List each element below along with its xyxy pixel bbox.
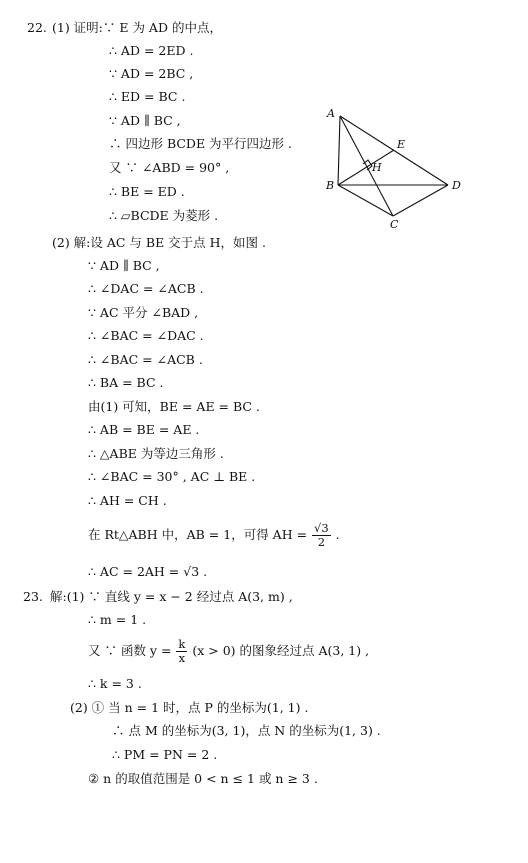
- q22-part1-line: ∴ BE = ED .: [109, 184, 185, 199]
- q23-function-line: [88, 636, 369, 666]
- rt-prefix: 在 Rt△ABH 中，AB = 1，可得 AH =: [88, 527, 308, 542]
- q22-part2-line: ∴ △ABE 为等边三角形 .: [88, 446, 224, 461]
- q22-part1-line: ∴ 四边形 BCDE 为平行四边形 .: [109, 136, 292, 151]
- q22-part1-line: ∵ AD ∥ BC ,: [109, 113, 181, 128]
- q22-part2-line: ∴ ∠BAC = ∠DAC .: [88, 328, 204, 343]
- label-b: B: [326, 179, 335, 192]
- fraction-ah: [312, 522, 331, 549]
- fraction-k-over-x: [176, 638, 187, 665]
- rt-suffix: .: [335, 527, 340, 542]
- q23-part2-line: ② n 的取值范围是 0 < n ≤ 1 或 n ≥ 3 .: [88, 771, 318, 786]
- q22-part2-line: (2) 解:设 AC 与 BE 交于点 H，如图 .: [52, 235, 267, 250]
- q22-part2-line: ∴ BA = BC .: [88, 375, 164, 390]
- q22-part2-line: ∴ ∠BAC = ∠ACB .: [88, 352, 203, 367]
- label-d: D: [452, 179, 461, 192]
- q23-part2-line: ∴ 点 M 的坐标为(3, 1)，点 N 的坐标为(1, 3) .: [112, 723, 381, 738]
- q22-part1-line: ∴ AD = 2ED .: [109, 43, 194, 58]
- q22-number: 22.: [27, 20, 47, 35]
- q23-line: 解:(1) ∵ 直线 y = x − 2 经过点 A(3, m) ,: [50, 589, 293, 604]
- q22-part1-line: (1) 证明:∵ E 为 AD 的中点，: [52, 20, 222, 35]
- func-suffix: (x > 0) 的图象经过点 A(3, 1) ,: [192, 643, 370, 658]
- segment-cd: [393, 185, 448, 216]
- segment-ab: [338, 116, 340, 185]
- q22-part2-line: ∵ AD ∥ BC ,: [88, 258, 160, 273]
- q22-rt-line: [88, 520, 340, 550]
- q23-number: 23.: [23, 589, 43, 604]
- geometry-figure: [318, 104, 468, 232]
- fraction-denominator: x: [178, 651, 186, 665]
- q22-part1-line: ∵ AD = 2BC ,: [109, 66, 194, 81]
- q22-part2-line: 由(1) 可知，BE = AE = BC .: [88, 399, 260, 414]
- label-a: A: [327, 107, 335, 120]
- q23-line: ∴ m = 1 .: [88, 612, 147, 627]
- fraction-denominator: 2: [317, 535, 326, 549]
- q22-part1-line: ∴ ED = BC .: [109, 89, 186, 104]
- q23-line: ∴ k = 3 .: [88, 676, 142, 691]
- label-h: H: [372, 161, 382, 174]
- q22-part2-line: ∴ AH = CH .: [88, 493, 167, 508]
- q22-part2-line: ∴ ∠BAC = 30° , AC ⊥ BE .: [88, 469, 256, 484]
- q22-ac-line: ∴ AC = 2AH = √3 .: [88, 564, 208, 579]
- q22-part1-line: 又 ∵ ∠ABD = 90° ,: [109, 160, 230, 175]
- segment-be: [338, 150, 394, 185]
- label-e: E: [397, 138, 406, 151]
- fraction-numerator: √3: [314, 521, 329, 535]
- q22-part2-line: ∴ AB = BE = AE .: [88, 422, 200, 437]
- q22-part2-line: ∴ ∠DAC = ∠ACB .: [88, 281, 204, 296]
- func-prefix: 又 ∵ 函数 y =: [88, 643, 172, 658]
- label-c: C: [390, 218, 399, 231]
- q22-part2-line: ∵ AC 平分 ∠BAD ,: [88, 305, 199, 320]
- fraction-numerator: k: [178, 637, 186, 651]
- q23-part2-line: ∴ PM = PN = 2 .: [112, 747, 218, 762]
- q22-part1-line: ∴ ▱BCDE 为菱形 .: [109, 208, 219, 223]
- q23-part2-line: (2) ① 当 n = 1 时，点 P 的坐标为(1, 1) .: [70, 700, 309, 715]
